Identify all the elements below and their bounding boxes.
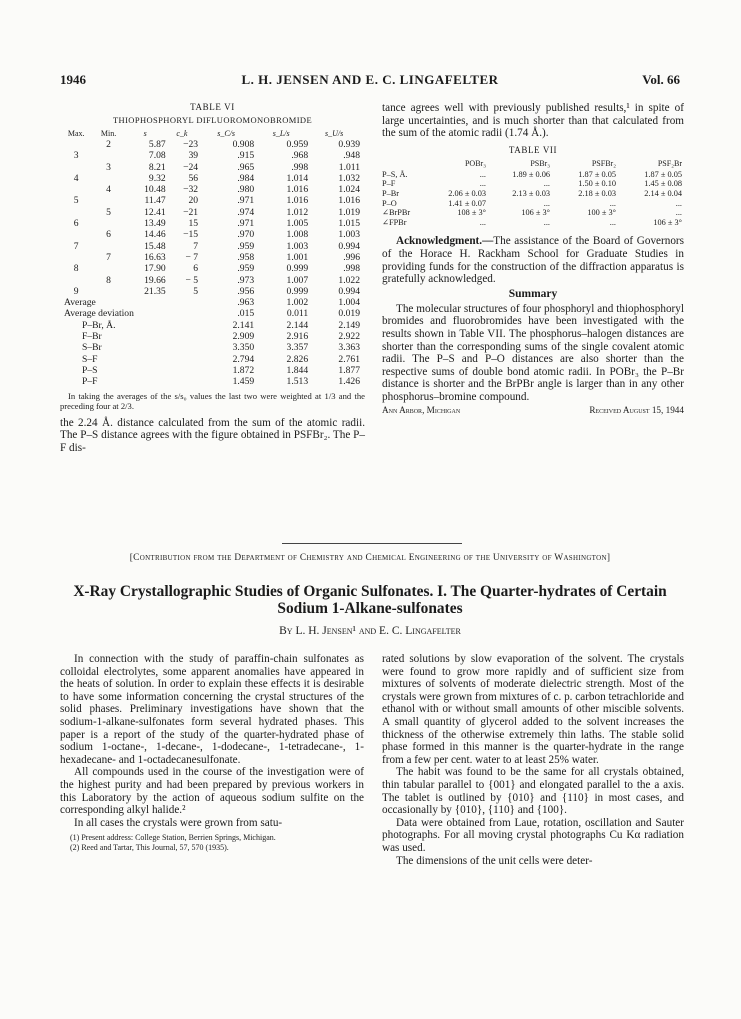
table7-cell: ... <box>543 217 550 227</box>
table6-cell: .958 <box>237 251 255 263</box>
table6-cell: 7 <box>106 251 111 263</box>
table6-cell: 2 <box>106 139 111 150</box>
table7-row <box>382 208 682 218</box>
table7-cell: 2.18 ± 0.03 <box>578 188 616 198</box>
table6-cell: 1.019 <box>338 206 360 218</box>
table6-cell: 0.999 <box>286 263 309 275</box>
table6-cell: − 7 <box>185 251 199 263</box>
table7-cell: ... <box>479 169 486 179</box>
table6-cell: 11.47 <box>144 195 166 207</box>
table6-cell: 0.011 <box>286 308 309 320</box>
table7-header-row <box>382 158 682 170</box>
table7-row-label: ∠FPBr <box>382 217 407 227</box>
body-right-paragraph: The habit was found to be the same for all crystals obtained, thin tabular parallel to {001} and elongated parallel to the a axis. The tablet is outlined by {010} and {110} in most cases, and occasionally by {010}, {110} and {100}. <box>382 766 684 817</box>
table6-cell: 1.872 <box>232 364 255 376</box>
table6-cell: .974 <box>237 206 255 218</box>
table6-distance-row <box>60 331 360 342</box>
table6-row <box>60 195 360 206</box>
table6-cell: 5.87 <box>148 139 166 150</box>
table6-cell: 4 <box>73 172 79 184</box>
table7-cell: ... <box>543 198 550 208</box>
table6-cell: 3.350 <box>232 342 255 354</box>
table6-cell: .959 <box>237 240 255 252</box>
table6-distance-label: P–F <box>82 376 98 388</box>
table6-cell: 2.761 <box>338 353 360 365</box>
table6-cell: 1.011 <box>338 161 360 173</box>
table6-distance-row <box>60 342 360 353</box>
table6-cell: 20 <box>188 195 199 207</box>
table6-distance-label: S–F <box>82 353 98 365</box>
table6-cell: 8 <box>106 274 111 286</box>
table6-cell <box>92 173 124 184</box>
table7 <box>382 158 682 228</box>
table7-cell: ... <box>543 179 550 189</box>
table6-row <box>60 252 360 263</box>
table7-caption: TABLE VII <box>508 144 558 155</box>
table6-cell: 0.994 <box>338 285 360 297</box>
table6-cell <box>60 184 92 195</box>
table6 <box>60 127 360 388</box>
footnotes <box>60 833 364 852</box>
table7-header: PSF₂Br <box>657 158 682 168</box>
left-paragraph: the 2.24 Å. distance calculated from the sum of the atomic radii. The P–S distance agrees with the figure obtained in PSFBr₂. The P–F dis- <box>60 416 365 454</box>
table6-cell: 1.032 <box>338 172 360 184</box>
table7-header <box>382 158 428 170</box>
table6-cell: .015 <box>237 308 255 320</box>
table6-row <box>60 150 360 161</box>
table6-cell <box>92 150 124 161</box>
table6-cell <box>60 207 92 218</box>
table6-header: Min. <box>100 129 117 138</box>
body-left-paragraph: In connection with the study of paraffin-chain sulfonates as colloidal electrolytes, some apparent anomalies have appeared in the heats of solution. In order to explain these effects it is desirable to have some information concerning the crystal structures of the solid phases. Preliminary investigations have shown that the sodium-1-alkane-sulfonates form several hydrated phases. This paper is a report of the study of the quarter-hydrated phase of sodium 1-octane-, 1-decane-, 1-dodecane-, 1-tetradecane-, 1-hexadecane- and 1-octadecanesulfonate. <box>60 653 364 766</box>
table6-cell <box>60 139 92 150</box>
table6-cell: 17.90 <box>144 263 166 275</box>
table6-cell: .915 <box>237 150 255 162</box>
table6-distance-label: P–Br, Å. <box>82 319 116 331</box>
table6-row <box>60 241 360 252</box>
table6-cell: 1.001 <box>286 251 309 263</box>
table6-cell: .980 <box>237 184 255 196</box>
table6-cell: 1.003 <box>338 229 360 241</box>
table6-cell: 15 <box>188 218 199 230</box>
table7-row <box>382 179 682 189</box>
acknowledgment-text: The assistance of the Board of Governors of the Horace H. Rackham School for Graduate Studies in providing funds for the construction of the diffraction apparatus is gratefully acknowledged. <box>382 235 684 286</box>
footnote: (1) Present address: College Station, Berrien Springs, Michigan. <box>70 833 276 843</box>
table6-summary-label: Average <box>64 297 96 309</box>
left-column-bottom <box>60 653 364 852</box>
table6-header: s <box>143 129 147 138</box>
table6-cell: .948 <box>343 150 360 162</box>
table7-header: PSBr₃ <box>530 158 550 168</box>
table6-cell: 5 <box>106 206 111 218</box>
body-right-paragraph: Data were obtained from Laue, rotation, oscillation and Sauter photographs. For all moving crystal photographs Cu Kα radiation was used. <box>382 816 684 854</box>
table7-cell: 1.41 ± 0.07 <box>448 198 486 208</box>
table6-header: Max. <box>67 129 85 138</box>
table7-row <box>382 189 682 199</box>
table6-cell: .973 <box>237 274 255 286</box>
table6-distance-label: F–Br <box>82 331 102 343</box>
table6-cell: 1.016 <box>286 195 309 207</box>
table6-cell <box>60 275 92 286</box>
table6-cell: 1.016 <box>338 195 360 207</box>
table6-header: c_k <box>176 129 188 138</box>
table6-cell: .959 <box>237 263 255 275</box>
table6-cell: 1.005 <box>286 218 309 230</box>
table7-cell: 1.89 ± 0.06 <box>512 169 550 179</box>
table6-cell: 6 <box>193 263 199 275</box>
table6-cell: −32 <box>183 184 199 196</box>
table6-cell: 1.022 <box>338 274 360 286</box>
table6-header: s_C/s <box>217 129 236 138</box>
table7-cell: ... <box>609 217 616 227</box>
table6-cell: 1.513 <box>286 376 309 388</box>
table6-distance-row <box>60 320 360 331</box>
table7-cell: 1.87 ± 0.05 <box>578 169 616 179</box>
table6-cell: .998 <box>291 161 309 173</box>
table7-row <box>382 199 682 209</box>
table6-summary-row <box>60 297 360 308</box>
table6-cell: 1.844 <box>286 364 309 376</box>
right-column-bottom <box>382 653 684 867</box>
table6-cell <box>92 195 124 206</box>
table7-cell: ... <box>609 198 616 208</box>
table6-cell: .963 <box>237 297 255 309</box>
table6-cell: 1.004 <box>338 297 360 309</box>
table7-cell: 2.14 ± 0.04 <box>644 188 682 198</box>
table6-cell <box>92 241 124 252</box>
table6-cell: 39 <box>188 150 199 162</box>
table6-cell: 5 <box>73 195 79 207</box>
table6-header: s_U/s <box>324 129 344 138</box>
table6-cell: 19.66 <box>144 274 166 286</box>
table6-cell: 1.877 <box>338 364 360 376</box>
table6-row <box>60 162 360 173</box>
summary-paragraph: The molecular structures of four phosphoryl and thiophosphoryl bromides and fluorobromides have been investigated with the results shown in Table VII. The phosphorus–halogen distances are shorter than the corresponding sums of the single covalent atomic radii. The P–S and P–O distances are also shorter than the respective sums of double bond atomic radii. In POBr₃ the P–Br distance is shorter and the BrPBr angle is larger than in any other phosphorus–bromine compound. <box>382 302 684 403</box>
table6-cell: 0.908 <box>232 139 255 150</box>
table6-cell: 8 <box>73 263 79 275</box>
table7-body <box>382 170 682 228</box>
table6-cell: 7 <box>193 240 199 252</box>
signature-line <box>382 405 684 417</box>
volume-label: Vol. 66 <box>642 72 680 87</box>
table7-cell: ... <box>479 217 486 227</box>
table6-cell: 12.41 <box>144 206 166 218</box>
table6-header: s_L/s <box>272 129 290 138</box>
table6-body <box>60 139 360 388</box>
table7-header: POBr₃ <box>464 158 486 168</box>
table6-cell: .996 <box>343 251 360 263</box>
signature-place: Ann Arbor, Michigan <box>382 405 461 416</box>
table6-cell: .984 <box>237 172 255 184</box>
table6-cell: 6 <box>106 229 111 241</box>
table7-cell: 1.45 ± 0.08 <box>644 179 682 189</box>
table6-cell: 1.007 <box>286 274 309 286</box>
table6-cell: 3.357 <box>286 342 309 354</box>
table7-cell: 106 ± 3° <box>521 208 550 218</box>
table6-cell: 13.49 <box>144 218 166 230</box>
left-column-top <box>60 102 365 454</box>
table6-cell: 1.008 <box>286 229 309 241</box>
section-divider <box>282 543 462 544</box>
table6-distance-row <box>60 354 360 365</box>
table6-note: In taking the averages of the s/s₀ values the last two were weighted at 1/3 and the preceding four at 2/3. <box>60 390 365 411</box>
table6-cell: 7 <box>73 240 79 252</box>
table6-cell: .970 <box>237 229 255 241</box>
table6-caption: TABLE VI <box>190 102 235 112</box>
table7-row-label: P–Br <box>382 188 400 198</box>
table6-cell: 9.32 <box>148 172 166 184</box>
table6-cell: 2.826 <box>286 353 309 365</box>
table6-cell <box>60 252 92 263</box>
acknowledgment-head: Acknowledgment.— <box>396 235 494 248</box>
running-header <box>60 72 680 88</box>
table7-cell: 1.87 ± 0.05 <box>644 169 682 179</box>
body-left-paragraph: In all cases the crystals were grown from satu- <box>74 816 283 829</box>
table6-distance-label: P–S <box>82 364 98 376</box>
table6-row <box>60 218 360 229</box>
table7-row <box>382 170 682 180</box>
table6-header-row <box>60 127 360 139</box>
table6-cell: −23 <box>183 139 199 150</box>
table6-cell: 5 <box>193 285 199 297</box>
table6-cell <box>60 162 92 173</box>
table6-cell: 2.149 <box>338 319 360 331</box>
contribution-note: [Contribution from the Department of Chemistry and Chemical Engineering of the University of Washington] <box>129 553 611 563</box>
table6-cell: 56 <box>188 172 199 184</box>
footnote: (2) Reed and Tartar, This Journal, 57, 570 (1935). <box>70 842 229 852</box>
table6-distance-label: S–Br <box>82 342 102 354</box>
table6-cell: − 5 <box>185 274 199 286</box>
table7-cell: 2.13 ± 0.03 <box>512 188 550 198</box>
page-number: 1946 <box>60 72 86 87</box>
table7-row-label: ∠BrPBr <box>382 208 411 218</box>
table6-cell: 2.794 <box>232 353 255 365</box>
table6-cell: 0.959 <box>286 139 309 150</box>
table7-cell: ... <box>675 208 682 218</box>
table6-cell: −24 <box>183 161 199 173</box>
article-byline: By L. H. Jensen¹ and E. C. Lingafelter <box>279 625 461 637</box>
table6-cell: 2.141 <box>232 319 255 331</box>
table6-cell: 1.003 <box>286 240 309 252</box>
table6-cell: 1.459 <box>232 376 255 388</box>
table6-summary-label: Average deviation <box>64 308 134 320</box>
table6-row <box>60 286 360 297</box>
table6-cell: 0.994 <box>338 240 360 252</box>
article-title: X-Ray Crystallographic Studies of Organic Sulfonates. I. The Quarter-hydrates of Certain Sodium 1-Alkane-sulfonates <box>73 583 667 617</box>
table6-cell <box>92 286 124 297</box>
summary-heading: Summary <box>508 287 558 300</box>
body-right-paragraph: The dimensions of the unit cells were deter- <box>396 854 593 867</box>
table7-cell: 106 ± 3° <box>653 217 682 227</box>
table6-cell: .971 <box>237 195 255 207</box>
table7-cell: 100 ± 3° <box>587 208 616 218</box>
table6-cell: 0.999 <box>286 285 309 297</box>
table6-cell: 9 <box>73 285 79 297</box>
table7-cell: 1.50 ± 0.10 <box>578 179 616 189</box>
table6-cell: 21.35 <box>144 285 166 297</box>
table6-cell: 7.08 <box>148 150 166 162</box>
right-intro-paragraph: tance agrees well with previously published results,¹ in spite of large uncertainties, and is much shorter than that calculated from the sum of the atomic radii (1.74 Å.). <box>382 102 684 140</box>
table6-cell <box>92 218 124 229</box>
table6-cell: 2.909 <box>232 331 255 343</box>
table6-cell: 1.002 <box>286 297 309 309</box>
table6-cell: 16.63 <box>144 251 166 263</box>
table7-header: PSFBr₂ <box>591 158 616 168</box>
table6-cell: 1.012 <box>286 206 309 218</box>
table6-row <box>60 173 360 184</box>
table6-cell <box>60 229 92 240</box>
table6-cell: 1.015 <box>338 218 360 230</box>
table6-cell: .998 <box>343 263 360 275</box>
table7-row-label: P–S, Å. <box>382 169 408 179</box>
table6-cell: 1.016 <box>286 184 309 196</box>
table6-cell: 8.21 <box>148 161 166 173</box>
table6-cell: 4 <box>106 184 111 196</box>
table6-row <box>60 263 360 274</box>
table6-cell: 2.144 <box>286 319 309 331</box>
table6-row <box>60 229 360 240</box>
signature-received: Received August 15, 1944 <box>589 405 684 416</box>
table6-cell: 0.019 <box>338 308 360 320</box>
table6-cell: 3 <box>106 161 111 173</box>
table6-cell: 3 <box>73 150 79 162</box>
table6-row <box>60 184 360 195</box>
body-left-paragraph: All compounds used in the course of the investigation were of the highest purity and had been prepared by previous workers in this Laboratory by the action of aqueous sodium sulfite on the corresponding alkyl halide.² <box>60 766 364 817</box>
table7-cell: 108 ± 3° <box>457 208 486 218</box>
body-right-paragraph: rated solutions by slow evaporation of the solvent. The crystals were found to grow more rapidly and of sufficient size from mixtures of solvents of moderate dielectric strength. Most of the crystals were grown from mixtures of c. p. carbon tetrachloride and ethanol with or without small amounts of other miscible solvents. A small quantity of glycerol added to the solvent increases the thickness of the otherwise extremely thin laths. The stable solid phase formed in this manner is the quarter-hydrate in the range from a few per cent. water to at least 25% water. <box>382 653 684 766</box>
table6-cell: 2.916 <box>286 331 309 343</box>
acknowledgment-paragraph <box>382 235 684 285</box>
table6-cell: 10.48 <box>144 184 166 196</box>
table6-cell: 1.024 <box>338 184 360 196</box>
table6-cell: 2.922 <box>338 331 360 343</box>
table6-cell: .956 <box>237 285 255 297</box>
table6-cell: 6 <box>73 218 79 230</box>
table7-row-label: P–F <box>382 179 396 189</box>
table7-cell: 2.06 ± 0.03 <box>448 188 486 198</box>
table6-cell <box>92 263 124 274</box>
table6-cell: 3.363 <box>338 342 360 354</box>
table6-cell: 14.46 <box>144 229 166 241</box>
table6-cell: 15.48 <box>144 240 166 252</box>
table6-distance-row <box>60 365 360 376</box>
running-title: L. H. JENSEN AND E. C. LINGAFELTER <box>241 72 499 87</box>
table7-row <box>382 218 682 228</box>
table6-cell: −15 <box>183 229 199 241</box>
table6-cell: −21 <box>183 206 199 218</box>
table6-cell: 1.014 <box>286 172 309 184</box>
table7-row-label: P–O <box>382 198 397 208</box>
table6-summary-row <box>60 308 360 319</box>
table6-row <box>60 139 360 150</box>
table6-cell: 0.939 <box>338 139 360 150</box>
table6-cell: .971 <box>237 218 255 230</box>
table6-row <box>60 275 360 286</box>
right-column-top <box>382 102 684 417</box>
table6-cell: 1.426 <box>338 376 360 388</box>
table6-distance-row <box>60 376 360 387</box>
table6-subtitle: THIOPHOSPHORYL DIFLUOROMONOBROMIDE <box>112 115 313 125</box>
table7-cell: ... <box>479 179 486 189</box>
table6-cell: .965 <box>237 161 255 173</box>
table6-cell: .968 <box>291 150 309 162</box>
table7-cell: ... <box>675 198 682 208</box>
table6-row <box>60 207 360 218</box>
